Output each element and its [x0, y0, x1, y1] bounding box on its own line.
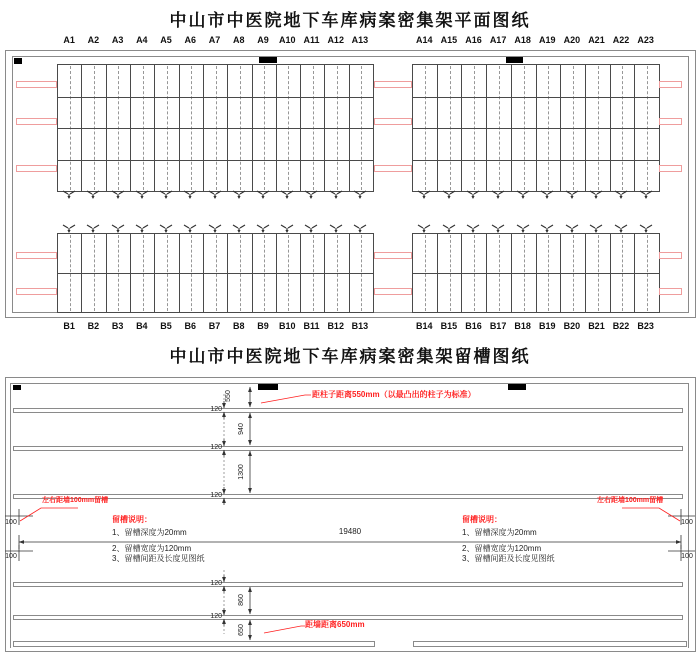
crank-handle-icon [303, 224, 319, 233]
crank-handle-icon [564, 190, 580, 199]
column-label: B6 [184, 321, 197, 331]
crank-handle-icon [613, 190, 629, 199]
bottom-wall-segment [13, 641, 375, 647]
crank-handle-icon [539, 190, 555, 199]
dim-bottom-gap: 650 [238, 624, 245, 636]
groove-note-item: 3、留槽间距及长度见图纸 [462, 554, 555, 563]
dim-groove-width: 120 [210, 406, 222, 413]
column-label: A10 [278, 35, 296, 45]
column-label: B12 [327, 321, 344, 331]
column-label: A14 [416, 35, 433, 45]
crank-handles-b-right [412, 224, 658, 233]
dim-groove-width: 120 [210, 613, 222, 620]
crank-handle-icon [61, 224, 77, 233]
dim-wall-gap: 100 [681, 553, 693, 560]
rail-bracket [374, 252, 412, 259]
column-label: A8 [233, 35, 245, 45]
bottom-wall-segment [413, 641, 687, 647]
crank-handle-icon [328, 224, 344, 233]
groove-note-item: 3、留槽间距及长度见图纸 [112, 554, 205, 563]
column-label: A9 [257, 35, 269, 45]
column-label: B21 [588, 321, 605, 331]
groove-note-item: 2、留槽宽度为120mm [462, 544, 542, 553]
pillar-marker [506, 57, 523, 63]
rail-bracket [16, 118, 57, 125]
dim-groove-width: 120 [210, 444, 222, 451]
crank-handle-icon [110, 224, 126, 233]
shelf-row-line [58, 273, 373, 274]
annotation-bottom-wall: 距墙距离650mm [305, 620, 365, 629]
crank-handle-icon [231, 190, 247, 199]
column-labels-b-left [57, 321, 372, 331]
column-label: B15 [440, 321, 458, 331]
column-label: A15 [440, 35, 458, 45]
crank-handles-a-right [412, 190, 658, 199]
crank-handles-a-left [57, 190, 372, 199]
shelf-row-line [413, 273, 659, 274]
dim-total-length: 19480 [338, 527, 362, 536]
shelf-block-b-right [412, 233, 660, 313]
column-label: A6 [184, 35, 197, 45]
column-label: B18 [514, 321, 531, 331]
crank-handle-icon [182, 190, 198, 199]
crank-handle-icon [441, 224, 457, 233]
crank-handle-icon [182, 224, 198, 233]
dim-top-gap: 550 [225, 390, 232, 402]
column-label: A18 [514, 35, 531, 45]
column-label: B19 [539, 321, 556, 331]
column-label: B17 [489, 321, 507, 331]
column-labels-a-left [57, 35, 372, 45]
column-label: A16 [465, 35, 482, 45]
rail-bracket [374, 118, 412, 125]
crank-handle-icon [328, 190, 344, 199]
crank-handles-b-left [57, 224, 372, 233]
crank-handle-icon [279, 224, 295, 233]
column-label: A13 [351, 35, 369, 45]
column-label: B23 [637, 321, 654, 331]
groove-title: 中山市中医院地下车库病案密集架留槽图纸 [169, 347, 531, 366]
crank-handle-icon [158, 190, 174, 199]
crank-handle-icon [441, 190, 457, 199]
pillar-marker [259, 57, 277, 63]
rail-bracket [374, 288, 412, 295]
column-label: A20 [563, 35, 581, 45]
crank-handle-icon [255, 224, 271, 233]
column-label: A17 [489, 35, 507, 45]
crank-handle-icon [416, 224, 432, 233]
groove-slot [13, 582, 683, 587]
crank-handle-icon [638, 190, 654, 199]
crank-handle-icon [134, 224, 150, 233]
rail-bracket [659, 288, 682, 295]
crank-handle-icon [110, 190, 126, 199]
plan-title: 中山市中医院地下车库病案密集架平面图纸 [169, 11, 531, 30]
crank-handle-icon [207, 190, 223, 199]
column-label: B4 [136, 321, 148, 331]
dim-wall-gap: 100 [5, 553, 17, 560]
dim-gap-1300: 1300 [238, 464, 245, 480]
column-labels-b-right [412, 321, 658, 331]
rail-bracket [16, 252, 57, 259]
crank-handle-icon [613, 224, 629, 233]
rail-bracket [659, 118, 682, 125]
dim-groove-width: 120 [210, 492, 222, 499]
crank-handle-icon [279, 190, 295, 199]
crank-handle-icon [231, 224, 247, 233]
column-labels-a-right [412, 35, 658, 45]
dim-gap-940: 940 [238, 423, 245, 435]
rail-bracket [659, 252, 682, 259]
crank-handle-icon [85, 190, 101, 199]
dim-wall-gap: 100 [5, 519, 17, 526]
crank-handle-icon [490, 224, 506, 233]
shelf-row-line [58, 97, 373, 98]
rail-bracket [16, 288, 57, 295]
rail-bracket [16, 81, 57, 88]
crank-handle-icon [303, 190, 319, 199]
shelf-row-line [58, 160, 373, 161]
column-label: B7 [208, 321, 221, 331]
crank-handle-icon [564, 224, 580, 233]
pillar-marker [14, 58, 22, 64]
dim-groove-width: 120 [210, 580, 222, 587]
column-label: B3 [111, 321, 124, 331]
groove-note-item: 2、留槽宽度为120mm [112, 544, 192, 553]
groove-notes-title: 留槽说明： [112, 515, 152, 524]
column-label: B14 [416, 321, 433, 331]
crank-handle-icon [158, 224, 174, 233]
column-label: B10 [278, 321, 296, 331]
crank-handle-icon [539, 224, 555, 233]
rail-bracket [374, 165, 412, 172]
annotation-side-wall-right: 左右距墙100mm留槽 [597, 497, 664, 504]
column-label: B8 [233, 321, 245, 331]
dim-wall-gap: 100 [681, 519, 693, 526]
column-label: A21 [588, 35, 605, 45]
pillar-marker [13, 385, 21, 390]
crank-handle-icon [515, 224, 531, 233]
shelf-row-line [58, 128, 373, 129]
column-label: B2 [87, 321, 100, 331]
shelf-row-line [413, 160, 659, 161]
column-label: B13 [351, 321, 369, 331]
column-label: B20 [563, 321, 581, 331]
crank-handle-icon [352, 190, 368, 199]
crank-handle-icon [255, 190, 271, 199]
column-label: A12 [327, 35, 344, 45]
crank-handle-icon [134, 190, 150, 199]
groove-note-item: 1、留槽深度为20mm [462, 528, 537, 537]
groove-notes-title: 留槽说明： [462, 515, 502, 524]
crank-handle-icon [352, 224, 368, 233]
column-label: B22 [612, 321, 630, 331]
annotation-side-wall-left: 左右距墙100mm留槽 [42, 497, 109, 504]
column-label: A1 [63, 35, 75, 45]
column-label: B1 [63, 321, 75, 331]
column-label: A5 [160, 35, 172, 45]
groove-slot [13, 446, 683, 451]
column-label: A3 [111, 35, 124, 45]
dim-gap-860: 860 [238, 594, 245, 606]
crank-handle-icon [515, 190, 531, 199]
column-label: A19 [539, 35, 556, 45]
groove-slot [13, 408, 683, 413]
column-label: B16 [465, 321, 482, 331]
crank-handle-icon [61, 190, 77, 199]
groove-note-item: 1、留槽深度为20mm [112, 528, 187, 537]
shelf-row-line [413, 128, 659, 129]
shelf-block-a-left [57, 64, 374, 192]
rail-bracket [659, 81, 682, 88]
column-label: A7 [208, 35, 221, 45]
pillar-marker [258, 384, 278, 390]
shelf-block-b-left [57, 233, 374, 313]
column-label: B5 [160, 321, 172, 331]
column-label: B9 [257, 321, 269, 331]
crank-handle-icon [465, 224, 481, 233]
crank-handle-icon [490, 190, 506, 199]
shelf-block-a-right [412, 64, 660, 192]
annotation-column-distance: 距柱子距离550mm（以最凸出的柱子为标准） [312, 390, 476, 399]
column-label: A22 [612, 35, 630, 45]
crank-handle-icon [416, 190, 432, 199]
pillar-marker [508, 384, 526, 390]
crank-handle-icon [588, 190, 604, 199]
crank-handle-icon [85, 224, 101, 233]
groove-slot [13, 494, 683, 499]
crank-handle-icon [207, 224, 223, 233]
column-label: A11 [303, 35, 320, 45]
column-label: B11 [303, 321, 320, 331]
crank-handle-icon [638, 224, 654, 233]
rail-bracket [374, 81, 412, 88]
rail-bracket [16, 165, 57, 172]
shelf-row-line [413, 97, 659, 98]
column-label: A23 [637, 35, 654, 45]
column-label: A2 [87, 35, 100, 45]
rail-bracket [659, 165, 682, 172]
crank-handle-icon [588, 224, 604, 233]
crank-handle-icon [465, 190, 481, 199]
column-label: A4 [136, 35, 148, 45]
